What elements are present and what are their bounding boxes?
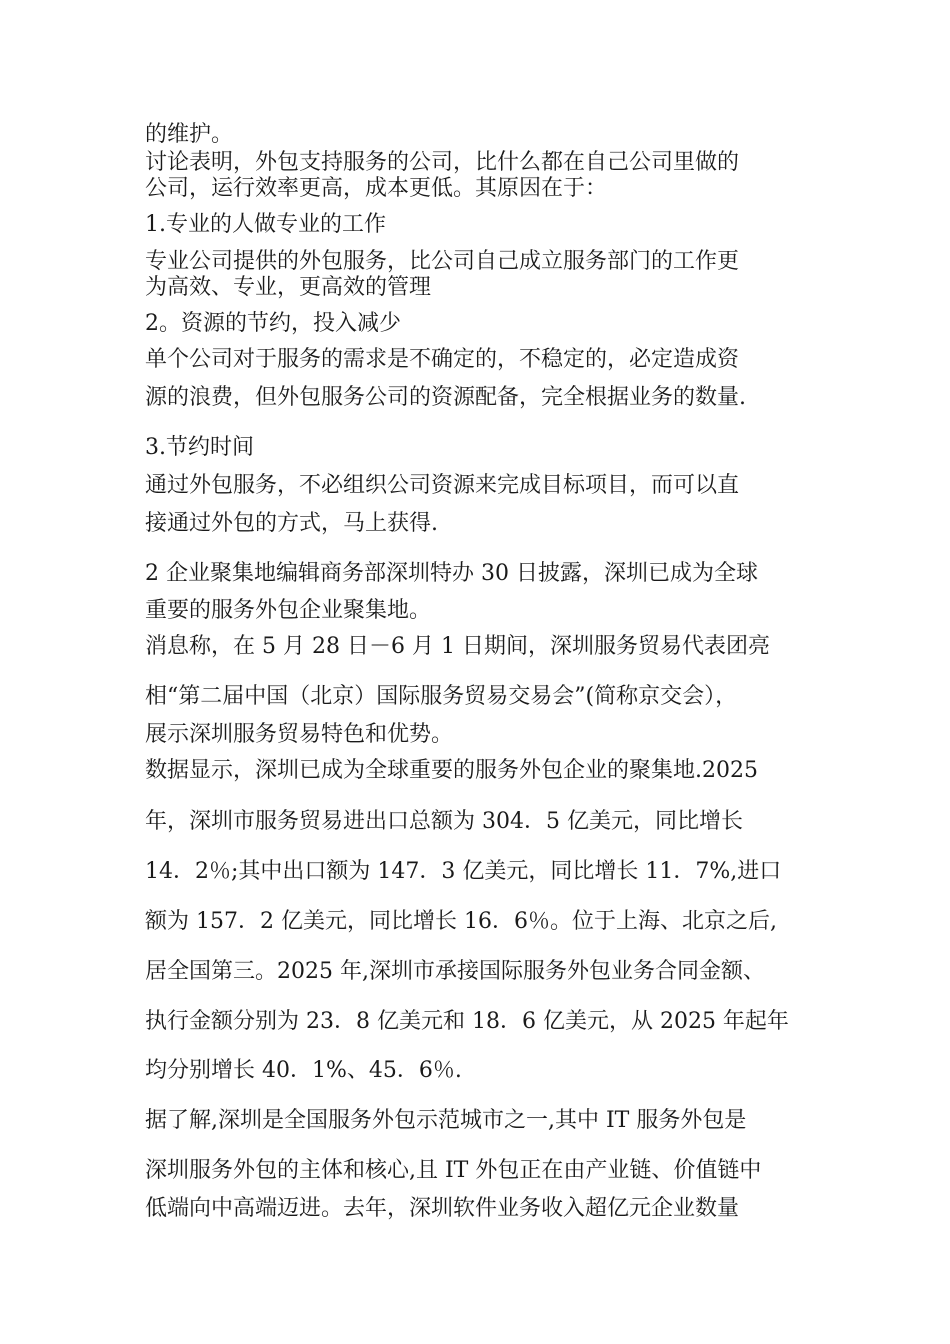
text-line: 3.节约时间 [145,435,254,460]
text-line: 深圳服务外包的主体和核心,且 IT 外包正在由产业链、价值链中 [145,1158,762,1183]
text-line: 相“第二届中国（北京）国际服务贸易交易会”(简称京交会）， [145,684,738,709]
text-line: 2 企业聚集地编辑商务部深圳特办 30 日披露，深圳已成为全球 [145,561,758,586]
text-line: 2。资源的节约，投入减少 [145,311,401,336]
text-line: 为高效、专业，更高效的管理 [145,275,432,300]
text-line: 均分别增长 40．1%、45．6％. [145,1058,462,1083]
text-line: 消息称，在 5 月 28 日－6 月 1 日期间，深圳服务贸易代表团亮 [145,634,770,659]
text-line: 展示深圳服务贸易特色和优势。 [145,722,454,747]
text-line: 源的浪费，但外包服务公司的资源配备，完全根据业务的数量. [145,385,746,410]
text-line: 居全国第三。2025 年,深圳市承接国际服务外包业务合同金额、 [145,959,765,984]
text-line: 通过外包服务，不必组织公司资源来完成目标项目，而可以直 [145,473,740,498]
text-line: 单个公司对于服务的需求是不确定的，不稳定的，必定造成资 [145,347,740,372]
text-line: 重要的服务外包企业聚集地。 [145,598,432,623]
text-line: 的维护。 [145,122,234,147]
text-line: 14．2％;其中出口额为 147．3 亿美元，同比增长 11．7%,进口 [145,859,782,884]
text-line: 低端向中高端迈进。去年，深圳软件业务收入超亿元企业数量 [145,1196,740,1221]
text-line: 讨论表明，外包支持服务的公司，比什么都在自己公司里做的 [145,150,740,175]
text-line: 公司，运行效率更高，成本更低。其原因在于： [145,176,608,201]
text-line: 年，深圳市服务贸易进出口总额为 304．5 亿美元，同比增长 [145,809,743,834]
text-line: 据了解,深圳是全国服务外包示范城市之一,其中 IT 服务外包是 [145,1108,747,1133]
text-line: 接通过外包的方式，马上获得. [145,511,438,536]
text-line: 数据显示，深圳已成为全球重要的服务外包企业的聚集地.2025 [145,758,758,783]
text-line: 1.专业的人做专业的工作 [145,212,386,237]
text-line: 额为 157．2 亿美元，同比增长 16．6％。位于上海、北京之后, [145,909,777,934]
text-line: 专业公司提供的外包服务，比公司自己成立服务部门的工作更 [145,249,740,274]
text-line: 执行金额分别为 23．8 亿美元和 18．6 亿美元，从 2025 年起年 [145,1009,789,1034]
